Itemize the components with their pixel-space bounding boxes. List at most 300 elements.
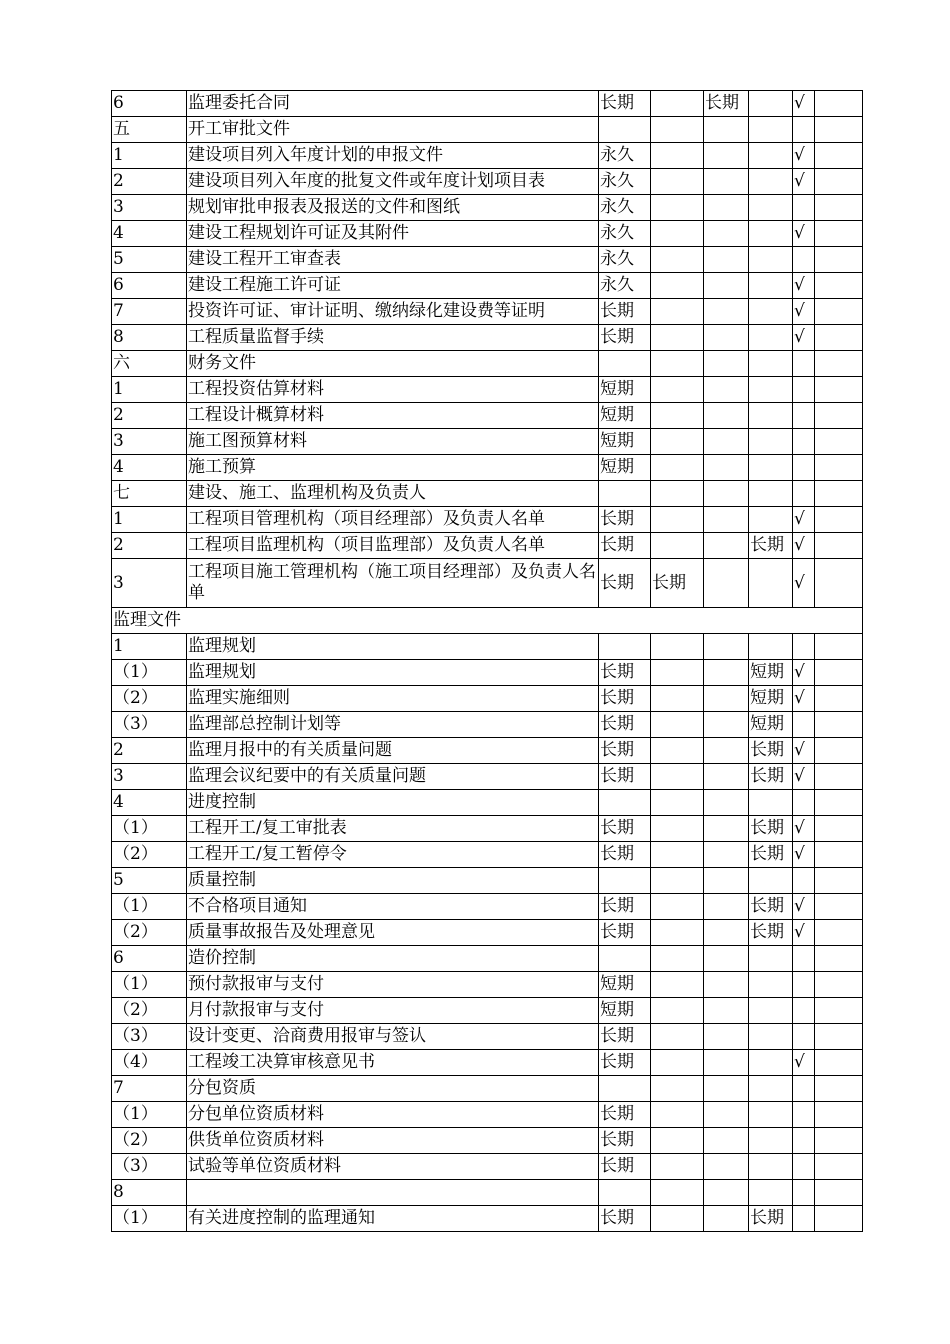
retention-col-4 <box>749 403 793 429</box>
retention-col-3 <box>704 455 749 481</box>
extra-col <box>815 299 863 325</box>
item-number: 8 <box>112 1180 187 1206</box>
item-title: 监理规划 <box>187 634 599 660</box>
retention-col-1: 长期 <box>599 1102 651 1128</box>
check-mark: √ <box>793 1050 815 1076</box>
extra-col <box>815 325 863 351</box>
retention-col-2 <box>651 169 704 195</box>
extra-col <box>815 455 863 481</box>
extra-col <box>815 377 863 403</box>
item-title: 规划审批申报表及报送的文件和图纸 <box>187 195 599 221</box>
retention-col-1: 长期 <box>599 559 651 608</box>
retention-col-3 <box>704 481 749 507</box>
retention-col-4 <box>749 1180 793 1206</box>
table-body <box>112 91 863 1232</box>
retention-col-1: 永久 <box>599 221 651 247</box>
table-row <box>112 533 863 559</box>
retention-col-2 <box>651 920 704 946</box>
check-mark <box>793 1076 815 1102</box>
retention-col-4: 长期 <box>749 764 793 790</box>
item-number: （2） <box>112 998 187 1024</box>
item-number: 4 <box>112 455 187 481</box>
check-mark <box>793 712 815 738</box>
retention-col-1: 长期 <box>599 894 651 920</box>
item-number: 4 <box>112 221 187 247</box>
extra-col <box>815 195 863 221</box>
retention-col-2 <box>651 816 704 842</box>
archive-retention-table <box>111 90 863 1232</box>
retention-col-1 <box>599 481 651 507</box>
item-title: 试验等单位资质材料 <box>187 1154 599 1180</box>
retention-col-2 <box>651 455 704 481</box>
retention-col-1: 短期 <box>599 455 651 481</box>
item-title: 开工审批文件 <box>187 117 599 143</box>
retention-col-2 <box>651 1050 704 1076</box>
extra-col <box>815 842 863 868</box>
check-mark: √ <box>793 816 815 842</box>
retention-col-3 <box>704 117 749 143</box>
item-number: （4） <box>112 1050 187 1076</box>
retention-col-4 <box>749 273 793 299</box>
table-row <box>112 1206 863 1232</box>
retention-col-2 <box>651 1024 704 1050</box>
table-row <box>112 868 863 894</box>
retention-col-2 <box>651 325 704 351</box>
retention-col-3 <box>704 738 749 764</box>
extra-col <box>815 998 863 1024</box>
retention-col-1 <box>599 1076 651 1102</box>
retention-col-4 <box>749 351 793 377</box>
extra-col <box>815 634 863 660</box>
retention-col-3 <box>704 1102 749 1128</box>
item-number: 7 <box>112 299 187 325</box>
item-number: （1） <box>112 660 187 686</box>
retention-col-3 <box>704 1076 749 1102</box>
retention-col-2 <box>651 712 704 738</box>
retention-col-4: 长期 <box>749 816 793 842</box>
item-number: 2 <box>112 169 187 195</box>
retention-col-4 <box>749 559 793 608</box>
item-number: 七 <box>112 481 187 507</box>
item-title: 建设项目列入年度计划的申报文件 <box>187 143 599 169</box>
check-mark <box>793 351 815 377</box>
item-number: 2 <box>112 738 187 764</box>
item-title: 工程项目施工管理机构（施工项目经理部）及负责人名单 <box>187 559 599 608</box>
retention-col-4: 长期 <box>749 738 793 764</box>
retention-col-1: 长期 <box>599 660 651 686</box>
item-number: （2） <box>112 842 187 868</box>
retention-col-2 <box>651 790 704 816</box>
item-title: 建设、施工、监理机构及负责人 <box>187 481 599 507</box>
table-row <box>112 1128 863 1154</box>
check-mark: √ <box>793 686 815 712</box>
item-title <box>187 1180 599 1206</box>
extra-col <box>815 351 863 377</box>
retention-col-2 <box>651 998 704 1024</box>
extra-col <box>815 247 863 273</box>
item-number: 六 <box>112 351 187 377</box>
check-mark: √ <box>793 221 815 247</box>
retention-col-3 <box>704 273 749 299</box>
retention-col-3 <box>704 1180 749 1206</box>
extra-col <box>815 868 863 894</box>
check-mark <box>793 998 815 1024</box>
retention-col-3 <box>704 712 749 738</box>
retention-col-3 <box>704 533 749 559</box>
item-title: 工程开工/复工审批表 <box>187 816 599 842</box>
extra-col <box>815 816 863 842</box>
retention-col-4 <box>749 1076 793 1102</box>
extra-col <box>815 1180 863 1206</box>
retention-col-3 <box>704 660 749 686</box>
retention-col-1: 长期 <box>599 91 651 117</box>
table-row <box>112 325 863 351</box>
check-mark <box>793 455 815 481</box>
retention-col-2 <box>651 377 704 403</box>
check-mark: √ <box>793 91 815 117</box>
retention-col-4 <box>749 117 793 143</box>
item-title: 施工预算 <box>187 455 599 481</box>
extra-col <box>815 712 863 738</box>
retention-col-2 <box>651 1102 704 1128</box>
retention-col-3 <box>704 1050 749 1076</box>
retention-col-1 <box>599 868 651 894</box>
table-row <box>112 507 863 533</box>
item-title: 分包单位资质材料 <box>187 1102 599 1128</box>
extra-col <box>815 559 863 608</box>
check-mark <box>793 403 815 429</box>
retention-col-2 <box>651 429 704 455</box>
table-row <box>112 686 863 712</box>
retention-col-4 <box>749 946 793 972</box>
retention-col-2 <box>651 1154 704 1180</box>
check-mark: √ <box>793 169 815 195</box>
table-row <box>112 946 863 972</box>
check-mark <box>793 377 815 403</box>
item-title: 监理委托合同 <box>187 91 599 117</box>
table-row <box>112 299 863 325</box>
check-mark: √ <box>793 920 815 946</box>
item-number: （2） <box>112 686 187 712</box>
extra-col <box>815 894 863 920</box>
table-row <box>112 377 863 403</box>
check-mark <box>793 481 815 507</box>
retention-col-3 <box>704 1154 749 1180</box>
item-title: 监理规划 <box>187 660 599 686</box>
item-title: 设计变更、洽商费用报审与签认 <box>187 1024 599 1050</box>
retention-col-2 <box>651 686 704 712</box>
extra-col <box>815 738 863 764</box>
retention-col-4 <box>749 972 793 998</box>
extra-col <box>815 481 863 507</box>
retention-col-1: 永久 <box>599 195 651 221</box>
retention-col-4 <box>749 1102 793 1128</box>
table-row <box>112 634 863 660</box>
check-mark: √ <box>793 738 815 764</box>
item-title: 监理部总控制计划等 <box>187 712 599 738</box>
item-number: 8 <box>112 325 187 351</box>
item-number: 1 <box>112 377 187 403</box>
extra-col <box>815 169 863 195</box>
retention-col-4: 长期 <box>749 533 793 559</box>
retention-col-4 <box>749 169 793 195</box>
item-title: 建设工程规划许可证及其附件 <box>187 221 599 247</box>
retention-col-1 <box>599 946 651 972</box>
retention-col-3 <box>704 1206 749 1232</box>
table-row <box>112 738 863 764</box>
table-row <box>112 790 863 816</box>
retention-col-4 <box>749 998 793 1024</box>
retention-col-2 <box>651 972 704 998</box>
check-mark: √ <box>793 273 815 299</box>
table-row <box>112 608 863 634</box>
retention-col-4 <box>749 91 793 117</box>
retention-col-4 <box>749 325 793 351</box>
item-title: 施工图预算材料 <box>187 429 599 455</box>
retention-col-3 <box>704 946 749 972</box>
retention-col-1: 长期 <box>599 920 651 946</box>
retention-col-4: 长期 <box>749 1206 793 1232</box>
retention-col-4 <box>749 455 793 481</box>
retention-col-1: 长期 <box>599 1206 651 1232</box>
retention-col-1: 永久 <box>599 143 651 169</box>
item-number: 6 <box>112 946 187 972</box>
retention-col-1: 长期 <box>599 533 651 559</box>
retention-col-2 <box>651 868 704 894</box>
check-mark <box>793 868 815 894</box>
item-title: 工程项目管理机构（项目经理部）及负责人名单 <box>187 507 599 533</box>
retention-col-3: 长期 <box>704 91 749 117</box>
item-title: 工程质量监督手续 <box>187 325 599 351</box>
table-row <box>112 660 863 686</box>
retention-col-4 <box>749 790 793 816</box>
table-row <box>112 143 863 169</box>
table-row <box>112 920 863 946</box>
item-number: 5 <box>112 247 187 273</box>
retention-col-3 <box>704 195 749 221</box>
extra-col <box>815 1076 863 1102</box>
table-row <box>112 455 863 481</box>
extra-col <box>815 117 863 143</box>
retention-col-2 <box>651 660 704 686</box>
item-title: 监理月报中的有关质量问题 <box>187 738 599 764</box>
table-row <box>112 1076 863 1102</box>
item-title: 工程开工/复工暂停令 <box>187 842 599 868</box>
extra-col <box>815 1154 863 1180</box>
retention-col-3 <box>704 842 749 868</box>
item-title: 财务文件 <box>187 351 599 377</box>
retention-col-1: 长期 <box>599 299 651 325</box>
item-number: （1） <box>112 1206 187 1232</box>
item-number: （3） <box>112 1024 187 1050</box>
table-row <box>112 816 863 842</box>
item-number: 1 <box>112 634 187 660</box>
item-number: 2 <box>112 403 187 429</box>
extra-col <box>815 1102 863 1128</box>
item-title: 工程竣工决算审核意见书 <box>187 1050 599 1076</box>
check-mark <box>793 195 815 221</box>
table-row <box>112 972 863 998</box>
check-mark: √ <box>793 299 815 325</box>
retention-col-2 <box>651 764 704 790</box>
item-number: 7 <box>112 1076 187 1102</box>
retention-col-1 <box>599 351 651 377</box>
retention-col-3 <box>704 221 749 247</box>
table-row <box>112 273 863 299</box>
item-number: 3 <box>112 195 187 221</box>
item-title: 工程设计概算材料 <box>187 403 599 429</box>
check-mark: √ <box>793 143 815 169</box>
retention-col-4 <box>749 507 793 533</box>
retention-col-2 <box>651 221 704 247</box>
retention-col-4: 短期 <box>749 686 793 712</box>
retention-col-3 <box>704 894 749 920</box>
retention-col-4 <box>749 481 793 507</box>
retention-col-4: 长期 <box>749 894 793 920</box>
retention-col-1: 短期 <box>599 998 651 1024</box>
item-title: 不合格项目通知 <box>187 894 599 920</box>
extra-col <box>815 1206 863 1232</box>
retention-col-3 <box>704 972 749 998</box>
item-number: 五 <box>112 117 187 143</box>
retention-col-1: 长期 <box>599 1154 651 1180</box>
item-number: （3） <box>112 712 187 738</box>
retention-col-3 <box>704 559 749 608</box>
item-number: （2） <box>112 920 187 946</box>
item-title: 工程项目监理机构（项目监理部）及负责人名单 <box>187 533 599 559</box>
item-title: 质量事故报告及处理意见 <box>187 920 599 946</box>
item-title: 建设工程开工审查表 <box>187 247 599 273</box>
extra-col <box>815 143 863 169</box>
retention-col-4 <box>749 1154 793 1180</box>
item-number: 3 <box>112 764 187 790</box>
retention-col-3 <box>704 299 749 325</box>
retention-col-4 <box>749 1024 793 1050</box>
retention-col-3 <box>704 143 749 169</box>
extra-col <box>815 221 863 247</box>
retention-col-4 <box>749 1050 793 1076</box>
retention-col-1: 长期 <box>599 325 651 351</box>
table-row <box>112 351 863 377</box>
extra-col <box>815 920 863 946</box>
check-mark: √ <box>793 507 815 533</box>
retention-col-1: 长期 <box>599 738 651 764</box>
extra-col <box>815 429 863 455</box>
item-title: 投资许可证、审计证明、缴纳绿化建设费等证明 <box>187 299 599 325</box>
retention-col-4 <box>749 299 793 325</box>
retention-col-1: 长期 <box>599 686 651 712</box>
retention-col-3 <box>704 169 749 195</box>
check-mark <box>793 117 815 143</box>
retention-col-2 <box>651 894 704 920</box>
retention-col-2 <box>651 403 704 429</box>
retention-col-1: 长期 <box>599 712 651 738</box>
check-mark <box>793 1128 815 1154</box>
item-title: 分包资质 <box>187 1076 599 1102</box>
table-row <box>112 195 863 221</box>
table-row <box>112 998 863 1024</box>
item-title: 工程投资估算材料 <box>187 377 599 403</box>
retention-col-4 <box>749 868 793 894</box>
item-number: 3 <box>112 559 187 608</box>
retention-col-2 <box>651 1076 704 1102</box>
item-number: 1 <box>112 143 187 169</box>
retention-col-4 <box>749 143 793 169</box>
table-row <box>112 559 863 608</box>
check-mark <box>793 972 815 998</box>
item-number: （1） <box>112 1102 187 1128</box>
item-number: 6 <box>112 273 187 299</box>
table-row <box>112 403 863 429</box>
table-row <box>112 1050 863 1076</box>
item-title: 监理会议纪要中的有关质量问题 <box>187 764 599 790</box>
retention-col-1 <box>599 117 651 143</box>
item-number: （3） <box>112 1154 187 1180</box>
retention-col-1 <box>599 790 651 816</box>
extra-col <box>815 403 863 429</box>
check-mark <box>793 1154 815 1180</box>
table-row <box>112 247 863 273</box>
item-title: 建设项目列入年度的批复文件或年度计划项目表 <box>187 169 599 195</box>
retention-col-2 <box>651 481 704 507</box>
retention-col-2 <box>651 507 704 533</box>
retention-col-1: 永久 <box>599 273 651 299</box>
extra-col <box>815 764 863 790</box>
retention-col-3 <box>704 686 749 712</box>
retention-col-1: 长期 <box>599 1128 651 1154</box>
retention-col-2 <box>651 946 704 972</box>
retention-col-3 <box>704 247 749 273</box>
retention-col-3 <box>704 790 749 816</box>
retention-col-2 <box>651 299 704 325</box>
item-title: 供货单位资质材料 <box>187 1128 599 1154</box>
retention-col-1: 长期 <box>599 842 651 868</box>
check-mark <box>793 946 815 972</box>
retention-col-3 <box>704 816 749 842</box>
item-title: 有关进度控制的监理通知 <box>187 1206 599 1232</box>
retention-col-3 <box>704 429 749 455</box>
table-row <box>112 712 863 738</box>
retention-col-1: 短期 <box>599 403 651 429</box>
table-row <box>112 429 863 455</box>
check-mark: √ <box>793 842 815 868</box>
retention-col-1 <box>599 1180 651 1206</box>
retention-col-4 <box>749 634 793 660</box>
check-mark <box>793 429 815 455</box>
retention-col-4: 长期 <box>749 842 793 868</box>
retention-col-3 <box>704 377 749 403</box>
item-title: 监理实施细则 <box>187 686 599 712</box>
table-row <box>112 117 863 143</box>
item-number: （1） <box>112 816 187 842</box>
item-number: 4 <box>112 790 187 816</box>
retention-col-3 <box>704 920 749 946</box>
retention-col-4: 短期 <box>749 660 793 686</box>
table-row <box>112 1102 863 1128</box>
extra-col <box>815 790 863 816</box>
check-mark: √ <box>793 559 815 608</box>
check-mark <box>793 1180 815 1206</box>
retention-col-3 <box>704 764 749 790</box>
retention-col-4 <box>749 377 793 403</box>
retention-col-2 <box>651 117 704 143</box>
table-row <box>112 894 863 920</box>
table-row <box>112 481 863 507</box>
retention-col-2 <box>651 1180 704 1206</box>
extra-col <box>815 686 863 712</box>
table-row <box>112 1024 863 1050</box>
item-title: 预付款报审与支付 <box>187 972 599 998</box>
